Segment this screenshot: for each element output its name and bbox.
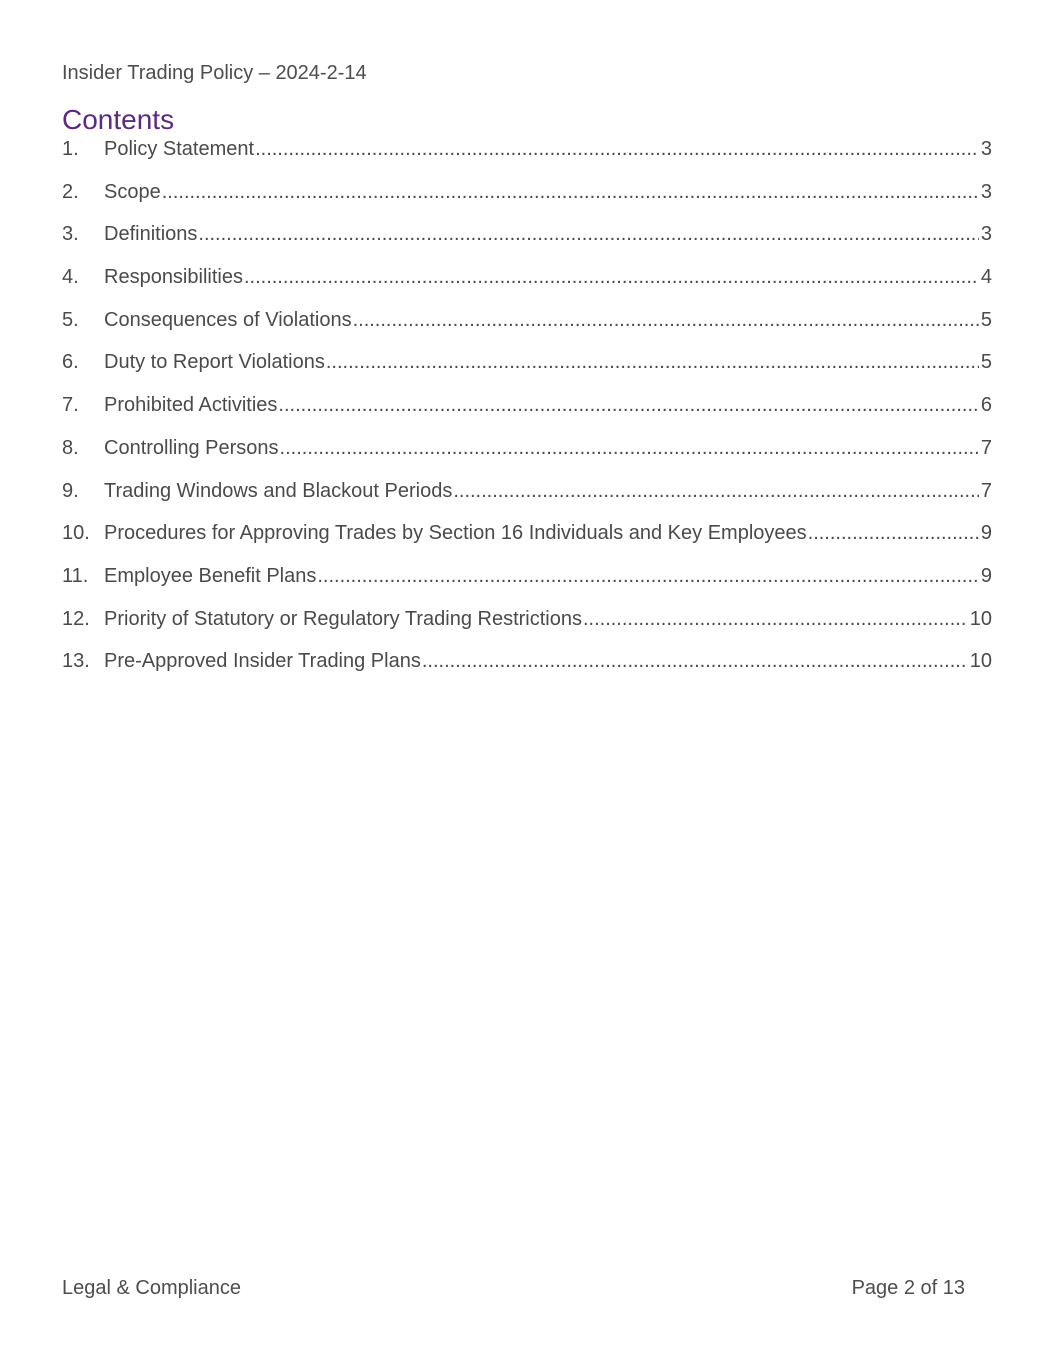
toc-entry-title: Pre-Approved Insider Trading Plans xyxy=(104,650,421,673)
toc-entry-number: 13. xyxy=(62,650,90,673)
toc-dot-leader xyxy=(244,266,979,289)
toc-entry-prohibited-activities[interactable] xyxy=(62,394,992,437)
toc-entry-priority-of-restrictions[interactable] xyxy=(62,608,992,651)
toc-entry-title: Controlling Persons xyxy=(104,436,279,459)
toc-entry-number: 7. xyxy=(62,394,79,417)
toc-entry-page: 9 xyxy=(980,522,992,545)
toc-entry-number: 12. xyxy=(62,607,90,630)
toc-entry-page: 3 xyxy=(980,138,992,160)
toc-entry-controlling-persons[interactable] xyxy=(62,437,992,480)
toc-entry-duty-to-report-violations[interactable] xyxy=(62,351,992,394)
toc-entry-number: 3. xyxy=(62,223,79,246)
toc-dot-leader xyxy=(317,565,979,588)
toc-entry-page: 7 xyxy=(980,436,992,459)
toc-entry-title: Responsibilities xyxy=(104,266,243,289)
toc-entry-number: 11. xyxy=(62,564,89,587)
toc-entry-title: Priority of Statutory or Regulatory Trading Restrictions xyxy=(104,607,582,630)
toc-dot-leader xyxy=(280,437,979,460)
toc-dot-leader xyxy=(198,223,978,246)
toc-entry-title: Trading Windows and Blackout Periods xyxy=(104,479,453,502)
toc-entry-responsibilities[interactable] xyxy=(62,266,992,309)
toc-entry-number: 4. xyxy=(62,266,79,289)
toc-entry-number: 2. xyxy=(62,180,79,203)
toc-entry-title: Scope xyxy=(104,180,161,203)
toc-entry-title: Prohibited Activities xyxy=(104,394,278,417)
toc-entry-page: 7 xyxy=(980,479,992,502)
toc-entry-page: 5 xyxy=(980,351,992,374)
footer-department: Legal & Compliance xyxy=(62,1277,241,1299)
footer-page-number: Page 2 of 13 xyxy=(851,1277,965,1299)
toc-entry-title: Policy Statement xyxy=(104,138,255,160)
toc-entry-trading-windows[interactable] xyxy=(62,480,992,523)
toc-entry-number: 9. xyxy=(62,479,79,502)
toc-entry-title: Duty to Report Violations xyxy=(104,351,325,374)
toc-entry-title: Employee Benefit Plans xyxy=(104,564,317,587)
toc-dot-leader xyxy=(422,650,968,673)
toc-entry-page: 3 xyxy=(980,223,992,246)
toc-entry-page: 3 xyxy=(980,180,992,203)
toc-entry-pre-approved-trading-plans[interactable] xyxy=(62,650,992,693)
toc-entry-page: 10 xyxy=(969,650,992,673)
toc-entry-number: 6. xyxy=(62,351,79,374)
toc-entry-number: 8. xyxy=(62,436,79,459)
toc-entry-scope[interactable] xyxy=(62,181,992,224)
toc-entry-consequences-of-violations[interactable] xyxy=(62,309,992,352)
toc-entry-approving-trades-procedures[interactable] xyxy=(62,522,992,565)
toc-entry-page: 5 xyxy=(980,308,992,331)
toc-entry-page: 6 xyxy=(980,394,992,417)
toc-entry-title: Definitions xyxy=(104,223,198,246)
toc-dot-leader xyxy=(326,351,979,374)
toc-entry-title: Consequences of Violations xyxy=(104,308,352,331)
toc-entry-page: 4 xyxy=(980,266,992,289)
toc-dot-leader xyxy=(353,309,979,332)
table-of-contents xyxy=(62,138,992,693)
toc-dot-leader xyxy=(255,138,979,161)
toc-dot-leader xyxy=(808,522,979,545)
toc-entry-page: 10 xyxy=(969,607,992,630)
toc-dot-leader xyxy=(278,394,978,417)
toc-entry-title: Procedures for Approving Trades by Section 16 Individuals and Key Employees xyxy=(104,522,807,545)
toc-entry-page: 9 xyxy=(980,564,992,587)
toc-entry-employee-benefit-plans[interactable] xyxy=(62,565,992,608)
toc-entry-number: 1. xyxy=(62,138,79,160)
contents-heading: Contents xyxy=(62,104,175,135)
toc-dot-leader xyxy=(453,480,979,503)
toc-entry-number: 5. xyxy=(62,308,79,331)
toc-entry-definitions[interactable] xyxy=(62,223,992,266)
toc-entry-number: 10. xyxy=(62,522,90,545)
toc-dot-leader xyxy=(162,181,979,204)
document-header-title: Insider Trading Policy – 2024-2-14 xyxy=(62,62,367,84)
toc-dot-leader xyxy=(583,608,968,631)
toc-entry-policy-statement[interactable] xyxy=(62,138,992,181)
